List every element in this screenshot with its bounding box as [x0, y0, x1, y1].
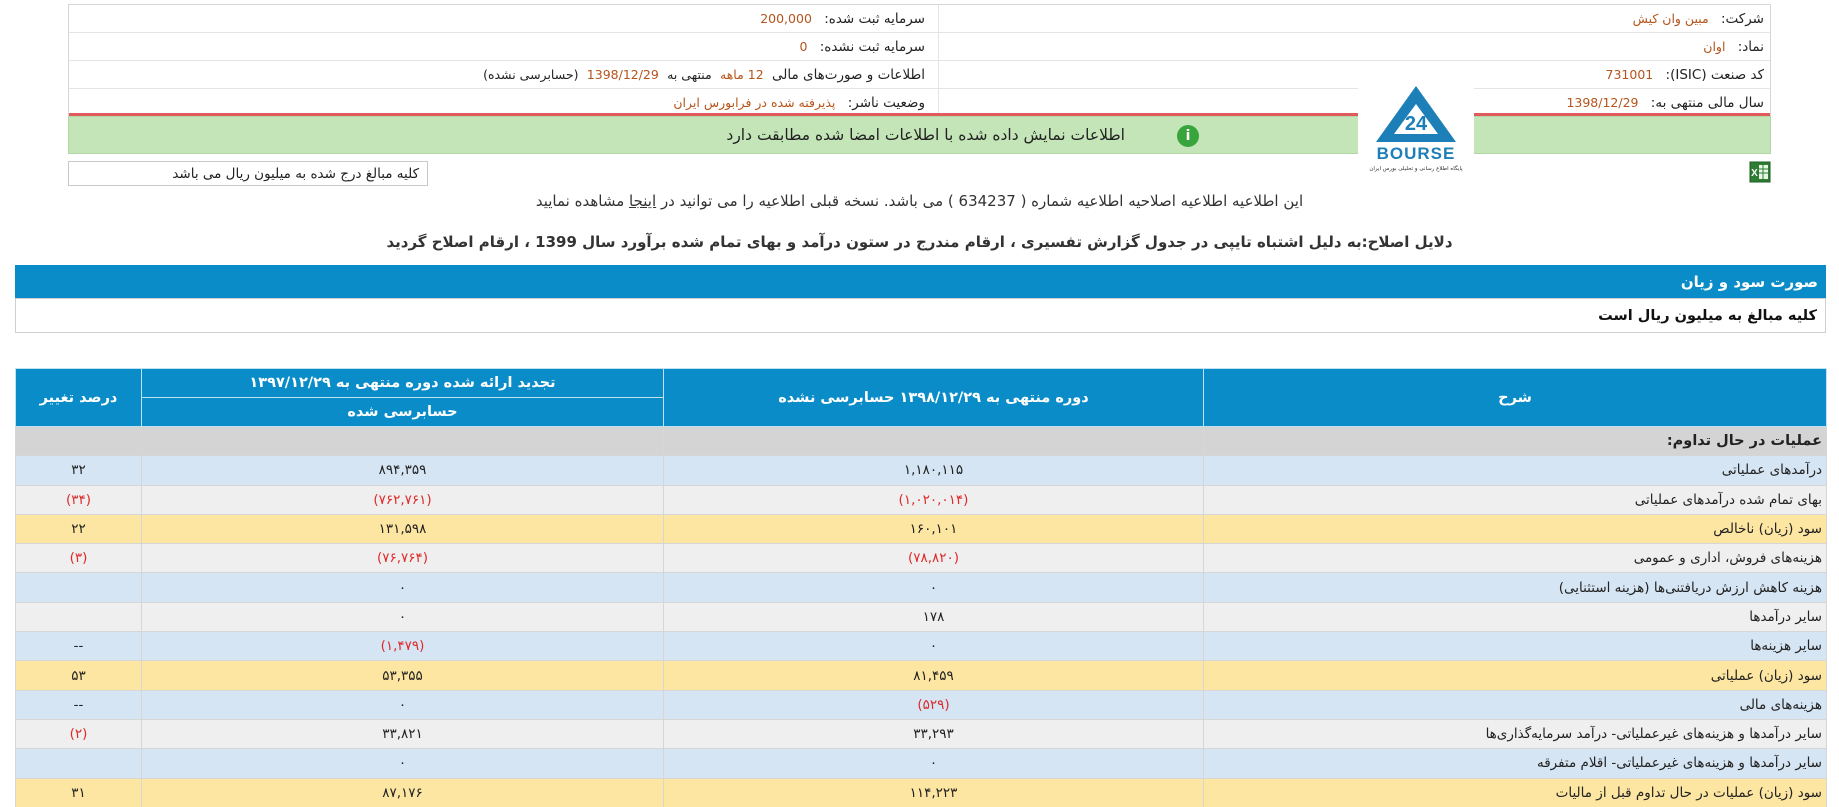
isic-cell	[1606, 67, 1764, 83]
alert-text: اطلاعات نمایش داده شده با اطلاعات امضا شده مطابقت دارد	[726, 126, 1125, 144]
section-subtitle: کلیه مبالغ به میلیون ریال است	[15, 298, 1826, 333]
table-row	[16, 573, 1827, 602]
row-current-value: (۵۲۹)	[664, 690, 1204, 719]
row-previous-value: ۰	[142, 602, 664, 631]
statement-period: 12 ماهه	[720, 67, 764, 82]
table-row	[16, 690, 1827, 719]
row-current-value: ۳۳,۲۹۳	[664, 719, 1204, 748]
symbol-label: نماد:	[1737, 39, 1764, 55]
info-row-company	[69, 5, 1770, 33]
fiscal-year-value: 1398/12/29	[1566, 95, 1639, 110]
publisher-status-cell	[673, 95, 925, 111]
group-title-cell	[1204, 427, 1827, 456]
row-description: هزینه کاهش ارزش دریافتنی‌ها (هزینه استثنایی)	[1204, 573, 1827, 602]
row-previous-value: ۱۳۱,۵۹۸	[142, 514, 664, 543]
unregistered-capital-label: سرمایه ثبت نشده:	[819, 39, 925, 55]
row-current-value: ۰	[664, 573, 1204, 602]
row-change-percent: (۳)	[16, 544, 142, 573]
row-current-value: ۰	[664, 632, 1204, 661]
group-row	[16, 427, 1827, 456]
row-description: سود (زیان) عملیات در حال تداوم قبل از مالیات	[1204, 778, 1827, 807]
correction-reason: دلایل اصلاح:به دلیل اشتباه تایپی در جدول گزارش تفسیری ، ارقام مندرج در ستون درآمد و بهای تمام شده برآورد سال 1399 ، ارقام اصلاح گردید	[386, 233, 1453, 251]
row-change-percent: ۵۳	[16, 661, 142, 690]
fiscal-year-label: سال مالی منتهی به:	[1650, 95, 1764, 111]
info-row-symbol	[69, 33, 1770, 61]
row-change-percent	[16, 602, 142, 631]
col-header-previous-period: تجدید ارائه شده دوره منتهی به ۱۳۹۷/۱۲/۲۹	[142, 369, 664, 398]
fiscal-year-cell	[1566, 95, 1764, 111]
row-description: سایر هزینه‌ها	[1204, 632, 1827, 661]
row-previous-value: ۸۷,۱۷۶	[142, 778, 664, 807]
symbol-cell	[1703, 39, 1764, 55]
table-row	[16, 514, 1827, 543]
table-row	[16, 749, 1827, 778]
company-info-box	[68, 4, 1771, 116]
statement-date: 1398/12/29	[586, 67, 659, 82]
group-empty-cell	[16, 427, 142, 456]
info-row-isic	[69, 61, 1770, 89]
row-current-value: ۱۱۴,۲۲۳	[664, 778, 1204, 807]
row-previous-value: (۷۶,۷۶۴)	[142, 544, 664, 573]
col-header-current-period: دوره منتهی به ۱۳۹۸/۱۲/۲۹ حسابرسی نشده	[664, 369, 1204, 427]
row-change-percent: ۳۲	[16, 456, 142, 485]
row-current-value: (۷۸,۸۲۰)	[664, 544, 1204, 573]
amount-unit-note: کلیه مبالغ درج شده به میلیون ریال می باشد	[68, 161, 428, 186]
statement-status: (حسابرسی نشده)	[483, 67, 579, 82]
row-change-percent: ۲۲	[16, 514, 142, 543]
row-previous-value: ۵۳,۳۵۵	[142, 661, 664, 690]
info-row-fiscal-year	[69, 89, 1770, 116]
group-empty-cell	[664, 427, 1204, 456]
table-row	[16, 778, 1827, 807]
row-current-value: ۰	[664, 749, 1204, 778]
row-change-percent: (۲)	[16, 719, 142, 748]
statement-mid: منتهی به	[667, 67, 712, 82]
isic-value: 731001	[1605, 67, 1654, 82]
row-change-percent: --	[16, 632, 142, 661]
row-current-value: ۸۱,۴۵۹	[664, 661, 1204, 690]
company-label: شرکت:	[1721, 11, 1764, 27]
table-row	[16, 632, 1827, 661]
bourse-logo	[1358, 64, 1474, 174]
row-current-value: ۱,۱۸۰,۱۱۵	[664, 456, 1204, 485]
row-current-value: (۱,۰۲۰,۰۱۴)	[664, 485, 1204, 514]
symbol-value: اوان	[1703, 39, 1726, 54]
col-header-previous-audited: حسابرسی شده	[142, 398, 664, 427]
previous-version-link[interactable]: اینجا	[629, 192, 657, 210]
logo-tagline: پایگاه اطلاع رسانی و تحلیلی بورس ایران	[1369, 166, 1463, 172]
table-row	[16, 661, 1827, 690]
info-icon: i	[1177, 125, 1199, 147]
row-change-percent: (۳۴)	[16, 485, 142, 514]
company-cell	[1633, 11, 1764, 27]
row-previous-value: (۷۶۲,۷۶۱)	[142, 485, 664, 514]
signature-match-alert	[68, 116, 1771, 154]
row-description: سایر درآمدها و هزینه‌های غیرعملیاتی- درآمد سرمایه‌گذاری‌ها	[1204, 719, 1827, 748]
logo-wordmark: BOURSE	[1376, 144, 1456, 163]
row-change-percent: --	[16, 690, 142, 719]
registered-capital-cell	[760, 11, 925, 27]
publisher-status-value: پذیرفته شده در فرابورس ایران	[673, 95, 836, 110]
correction-notice	[0, 192, 1839, 210]
section-title: صورت سود و زیان	[15, 265, 1826, 298]
row-description: بهای تمام شده درآمدهای عملیاتی	[1204, 485, 1827, 514]
row-previous-value: ۰	[142, 573, 664, 602]
logo-mark: 24	[1404, 113, 1428, 135]
row-description: هزینه‌های فروش، اداری و عمومی	[1204, 544, 1827, 573]
table-body	[16, 427, 1827, 807]
table-row	[16, 544, 1827, 573]
row-previous-value: ۰	[142, 749, 664, 778]
bourse-logo-graphic	[1358, 64, 1474, 174]
excel-icon-letter: X	[1751, 168, 1758, 179]
income-statement-table	[15, 368, 1827, 807]
table-row	[16, 719, 1827, 748]
group-title: عملیات در حال تداوم:	[1666, 433, 1822, 450]
col-header-description: شرح	[1204, 369, 1827, 427]
row-change-percent	[16, 749, 142, 778]
correction-notice-suffix: مشاهده نمایید	[535, 192, 625, 210]
statement-info-cell	[483, 67, 925, 83]
row-previous-value: ۰	[142, 690, 664, 719]
excel-icon-graphic	[1749, 160, 1771, 184]
isic-label: کد صنعت (ISIC):	[1665, 67, 1764, 83]
table-row	[16, 485, 1827, 514]
row-current-value: ۱۷۸	[664, 602, 1204, 631]
row-previous-value: ۳۳,۸۲۱	[142, 719, 664, 748]
group-empty-cell	[142, 427, 664, 456]
registered-capital-label: سرمایه ثبت شده:	[824, 11, 925, 27]
table-row	[16, 456, 1827, 485]
row-change-percent: ۳۱	[16, 778, 142, 807]
row-description: سایر درآمدها و هزینه‌های غیرعملیاتی- اقلام متفرقه	[1204, 749, 1827, 778]
correction-notice-text: این اطلاعیه اطلاعیه اصلاحیه اطلاعیه شماره ( 634237 ) می باشد. نسخه قبلی اطلاعیه را می توانید در	[660, 192, 1304, 210]
col-header-change-percent: درصد تغییر	[16, 369, 142, 427]
unregistered-capital-cell	[799, 39, 925, 55]
row-description: هزینه‌های مالی	[1204, 690, 1827, 719]
row-description: سایر درآمدها	[1204, 602, 1827, 631]
row-description: درآمدهای عملیاتی	[1204, 456, 1827, 485]
registered-capital-value: 200,000	[760, 11, 812, 26]
publisher-status-label: وضعیت ناشر:	[847, 95, 925, 111]
row-description: سود (زیان) ناخالص	[1204, 514, 1827, 543]
row-previous-value: ۸۹۴,۳۵۹	[142, 456, 664, 485]
table-row	[16, 602, 1827, 631]
row-description: سود (زیان) عملیاتی	[1204, 661, 1827, 690]
unregistered-capital-value: 0	[799, 39, 808, 54]
excel-export-icon[interactable]	[1749, 160, 1771, 184]
statement-prefix: اطلاعات و صورت‌های مالی	[772, 67, 925, 83]
row-current-value: ۱۶۰,۱۰۱	[664, 514, 1204, 543]
row-change-percent	[16, 573, 142, 602]
row-previous-value: (۱,۴۷۹)	[142, 632, 664, 661]
company-value: مبین وان کیش	[1632, 11, 1709, 26]
